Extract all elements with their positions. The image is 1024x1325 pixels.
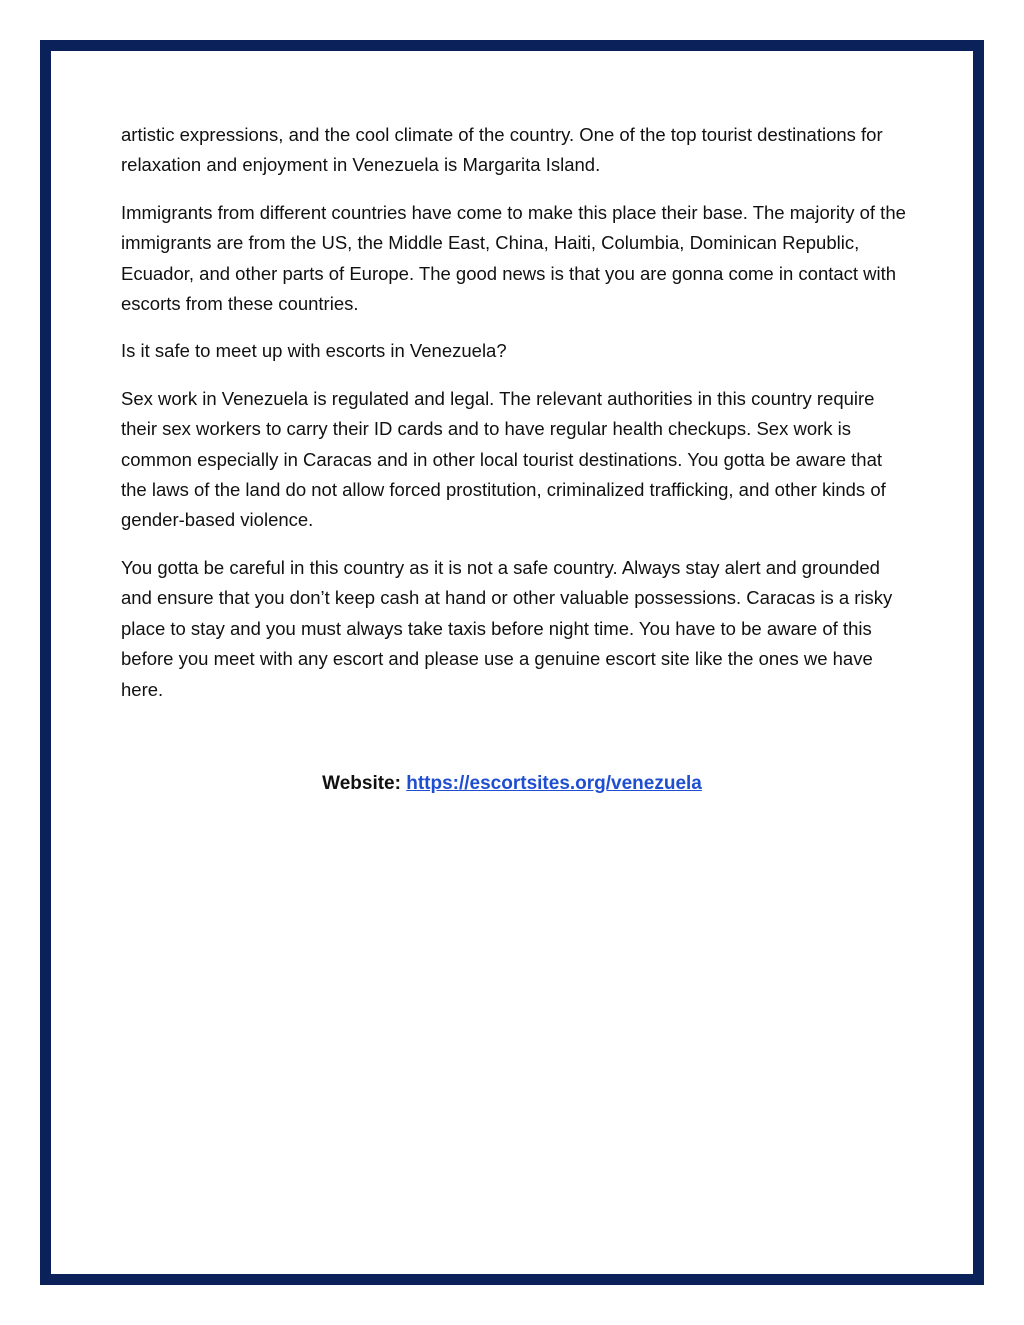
paragraph-caution: You gotta be careful in this country as it is not a safe country. Always stay alert and grounded and ensure that you don’t keep cash at hand or other valuable possessions. Caracas is a risky place to stay and you must always take taxis before night time. You have to be aware of this before you meet with any escort and please use a genuine escort site like the ones we have here. xyxy=(121,556,893,700)
paragraph-immigrants: Immigrants from different countries have come to make this place their base. The majority of the immigrants are from the US, the Middle East, China, Haiti, Columbia, Dominican Republic, Ecuador, and other parts of Europe. The good news is that you are gonna come in contact with escorts from these countries. xyxy=(121,201,906,315)
paragraph-regulation: Sex work in Venezuela is regulated and legal. The relevant authorities in this country require their sex workers to carry their ID cards and to have regular health checkups. Sex work is common especially in Caracas and in other local tourist destinations. You gotta be aware that the laws of the land do not allow forced prostitution, criminalized trafficking, and other kinds of gender-based violence. xyxy=(121,387,886,531)
document-body xyxy=(121,120,911,722)
website-label: Website: xyxy=(322,773,401,794)
paragraph-climate: artistic expressions, and the cool climate of the country. One of the top tourist destinations for relaxation and enjoyment in Venezuela is Margarita Island. xyxy=(121,124,883,176)
paragraph-safety-question: Is it safe to meet up with escorts in Venezuela? xyxy=(121,340,507,362)
website-line xyxy=(0,769,1024,799)
website-link[interactable]: https://escortsites.org/venezuela xyxy=(406,773,702,794)
